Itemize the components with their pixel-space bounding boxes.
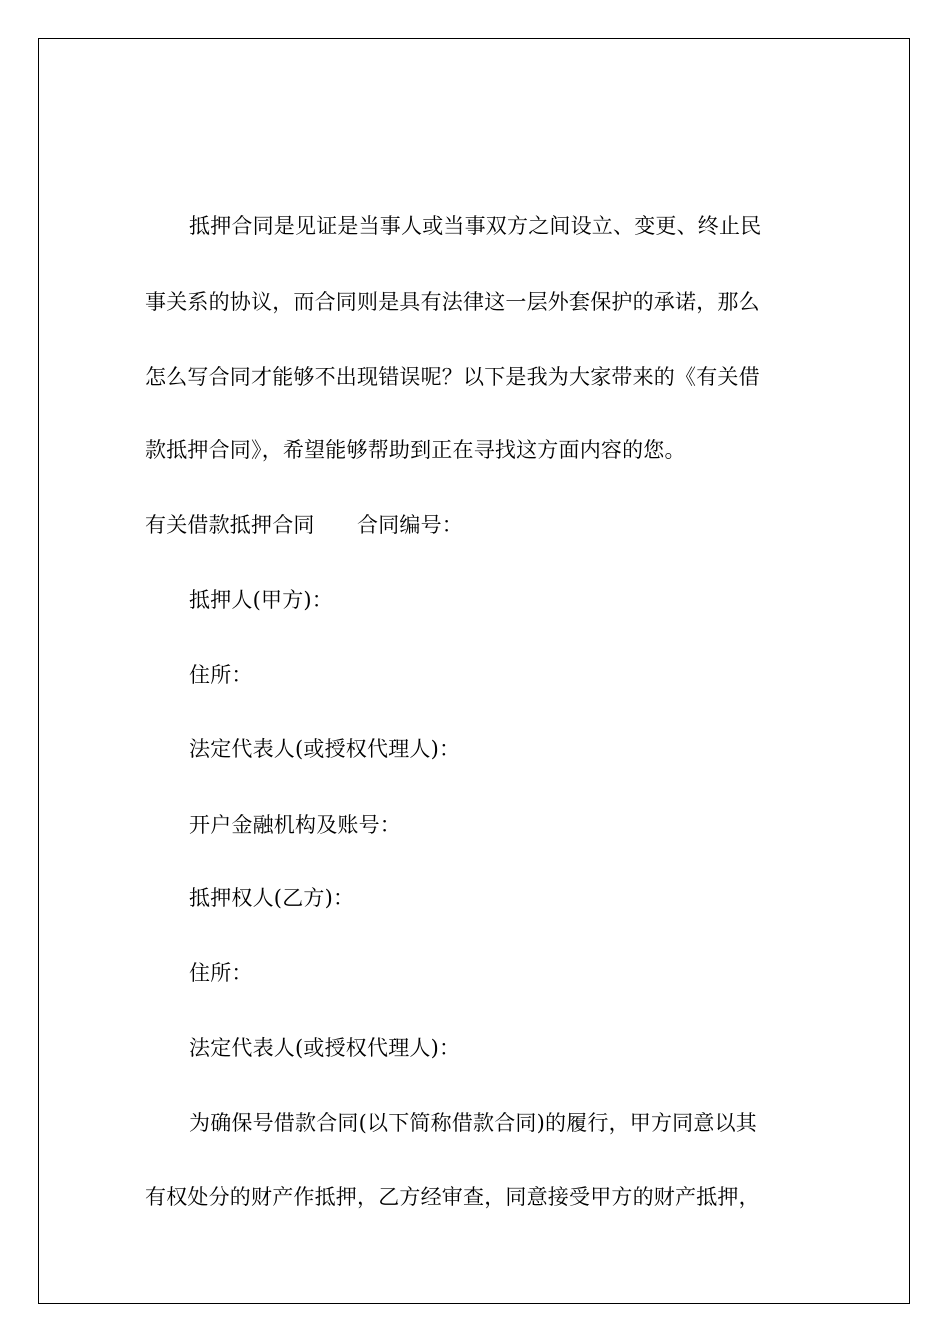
field-bank-account: 开户金融机构及账号：	[189, 813, 401, 837]
field-mortgagee-address: 住所：	[189, 961, 253, 985]
field-mortgagor-address: 住所：	[189, 663, 253, 687]
field-mortgagor: 抵押人(甲方)：	[189, 588, 333, 612]
intro-line-4: 款抵押合同》，希望能够帮助到正在寻找这方面内容的您。	[145, 438, 686, 462]
intro-line-2: 事关系的协议，而合同则是具有法律这一层外套保护的承诺，那么	[145, 290, 760, 314]
intro-line-1: 抵押合同是见证是当事人或当事双方之间设立、变更、终止民	[189, 214, 762, 238]
body-line-1: 为确保号借款合同(以下简称借款合同)的履行，甲方同意以其	[189, 1111, 757, 1135]
field-mortgagor-representative: 法定代表人(或授权代理人)：	[189, 737, 461, 761]
body-line-2: 有权处分的财产作抵押，乙方经审查，同意接受甲方的财产抵押，	[145, 1185, 760, 1209]
intro-line-3: 怎么写合同才能够不出现错误呢？以下是我为大家带来的《有关借	[145, 365, 760, 389]
field-mortgagee: 抵押权人(乙方)：	[189, 886, 355, 910]
field-mortgagee-representative: 法定代表人(或授权代理人)：	[189, 1036, 461, 1060]
contract-title-line: 有关借款抵押合同 合同编号：	[145, 513, 463, 537]
